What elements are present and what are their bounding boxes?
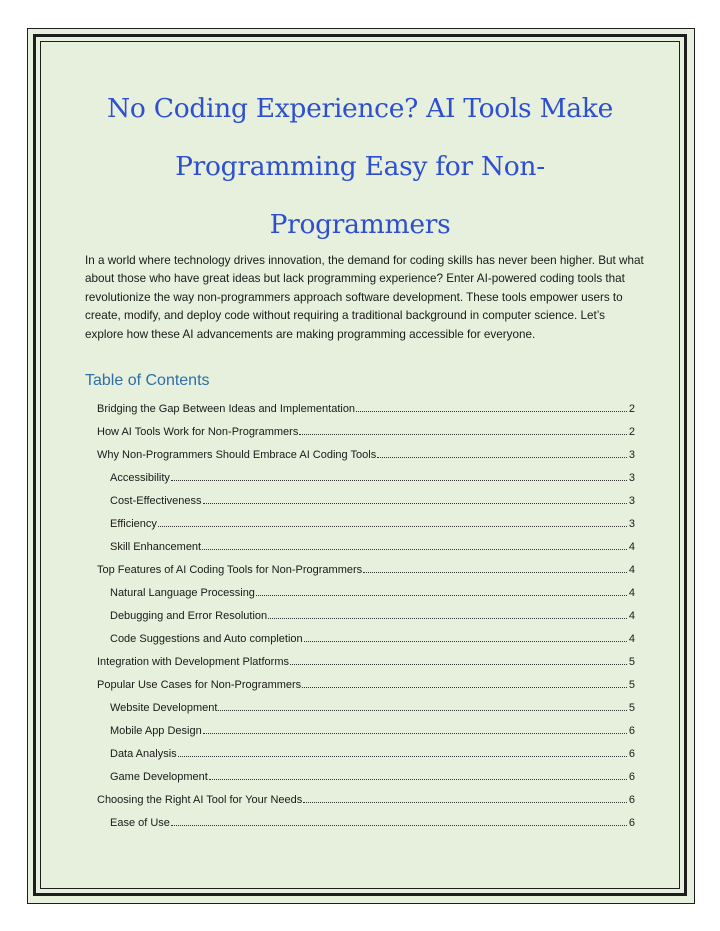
toc-dot-leader — [303, 801, 627, 803]
toc-dot-leader — [158, 525, 627, 527]
toc-entry-label: Skill Enhancement — [110, 541, 202, 553]
toc-entry-label: Bridging the Gap Between Ideas and Implementation — [97, 403, 356, 415]
toc-entry-label: Popular Use Cases for Non-Programmers — [97, 679, 302, 691]
toc-entry-label: Accessibility — [110, 472, 170, 484]
toc-entry-page: 6 — [628, 748, 635, 760]
title-line: Programming Easy for Non- — [175, 151, 545, 182]
toc-entry-label: Integration with Development Platforms — [97, 656, 289, 668]
toc-entry-page: 5 — [628, 702, 635, 714]
toc-dot-leader — [209, 778, 627, 780]
toc-entry-label: Data Analysis — [110, 748, 177, 760]
toc-entry-page: 2 — [628, 403, 635, 415]
toc-dot-leader — [290, 663, 627, 665]
toc-entry-label: Top Features of AI Coding Tools for Non-Programmers — [97, 564, 363, 576]
toc-entry-page: 3 — [628, 495, 635, 507]
toc-entry[interactable] — [97, 553, 635, 576]
toc-entry[interactable] — [97, 691, 635, 714]
toc-dot-leader — [171, 824, 627, 826]
toc-entry[interactable] — [97, 622, 635, 645]
toc-entry-label: Efficiency — [110, 518, 157, 530]
toc-heading: Table of Contents — [85, 372, 210, 389]
toc-entry-label: Natural Language Processing — [110, 587, 255, 599]
toc-entry-label: Cost-Effectiveness — [110, 495, 202, 507]
toc-dot-leader — [256, 594, 627, 596]
toc-dot-leader — [171, 479, 627, 481]
toc-dot-leader — [203, 502, 627, 504]
toc-entry-page: 3 — [628, 518, 635, 530]
toc-entry[interactable] — [97, 806, 635, 829]
toc-entry-label: Why Non-Programmers Should Embrace AI Coding Tools — [97, 449, 377, 461]
toc-entry[interactable] — [97, 484, 635, 507]
toc-dot-leader — [304, 640, 627, 642]
toc-entry-page: 6 — [628, 771, 635, 783]
document-title — [60, 80, 660, 254]
toc-dot-leader — [377, 456, 627, 458]
toc-entry-page: 4 — [628, 541, 635, 553]
toc-entry-page: 6 — [628, 725, 635, 737]
toc-entry-label: Website Development — [110, 702, 218, 714]
toc-entry-page: 3 — [628, 449, 635, 461]
toc-entry[interactable] — [97, 645, 635, 668]
toc-dot-leader — [203, 732, 627, 734]
toc-entry[interactable] — [97, 415, 635, 438]
title-line: Programmers — [269, 209, 451, 240]
toc-entry[interactable] — [97, 668, 635, 691]
toc-entry[interactable] — [97, 507, 635, 530]
toc-entry-page: 5 — [628, 679, 635, 691]
toc-entry[interactable] — [97, 438, 635, 461]
toc-entry[interactable] — [97, 461, 635, 484]
toc-dot-leader — [299, 433, 627, 435]
toc-entry-label: Mobile App Design — [110, 725, 202, 737]
toc-dot-leader — [356, 410, 627, 412]
toc-entry-label: How AI Tools Work for Non-Programmers — [97, 426, 299, 438]
toc-entry-page: 4 — [628, 587, 635, 599]
toc-entry-page: 3 — [628, 472, 635, 484]
toc-entry-label: Code Suggestions and Auto completion — [110, 633, 303, 645]
toc-entry[interactable] — [97, 714, 635, 737]
toc-entry[interactable] — [97, 783, 635, 806]
toc-entry[interactable] — [97, 576, 635, 599]
toc-entry-label: Debugging and Error Resolution — [110, 610, 268, 622]
toc-entry-page: 4 — [628, 633, 635, 645]
toc-entry-page: 6 — [628, 794, 635, 806]
toc-dot-leader — [218, 709, 626, 711]
toc-entry-label: Game Development — [110, 771, 208, 783]
toc-entry[interactable] — [97, 599, 635, 622]
toc-entry-label: Choosing the Right AI Tool for Your Needs — [97, 794, 303, 806]
toc-entry[interactable] — [97, 760, 635, 783]
toc-entry-page: 6 — [628, 817, 635, 829]
toc-entry[interactable] — [97, 530, 635, 553]
toc-entry-page: 5 — [628, 656, 635, 668]
title-line: No Coding Experience? AI Tools Make — [107, 93, 613, 124]
toc-entry-page: 4 — [628, 564, 635, 576]
intro-paragraph: In a world where technology drives innovation, the demand for coding skills has never been higher. But what about those who have great ideas but lack programming experience? Enter AI-powered coding tools that revolutionize the way non-programmers approach software development. These tools empower users to create, modify, and deploy code without requiring a traditional background in computer science. Let’s explore how these AI advancements are making programming accessible for everyone. — [85, 254, 644, 341]
toc-dot-leader — [268, 617, 627, 619]
toc-entry-page: 2 — [628, 426, 635, 438]
toc-dot-leader — [178, 755, 627, 757]
toc-entry-page: 4 — [628, 610, 635, 622]
toc-dot-leader — [202, 548, 627, 550]
toc-entry-label: Ease of Use — [110, 817, 170, 829]
toc-entry[interactable] — [97, 737, 635, 760]
toc-dot-leader — [363, 571, 627, 573]
table-of-contents — [97, 392, 635, 829]
toc-entry[interactable] — [97, 392, 635, 415]
toc-dot-leader — [302, 686, 627, 688]
